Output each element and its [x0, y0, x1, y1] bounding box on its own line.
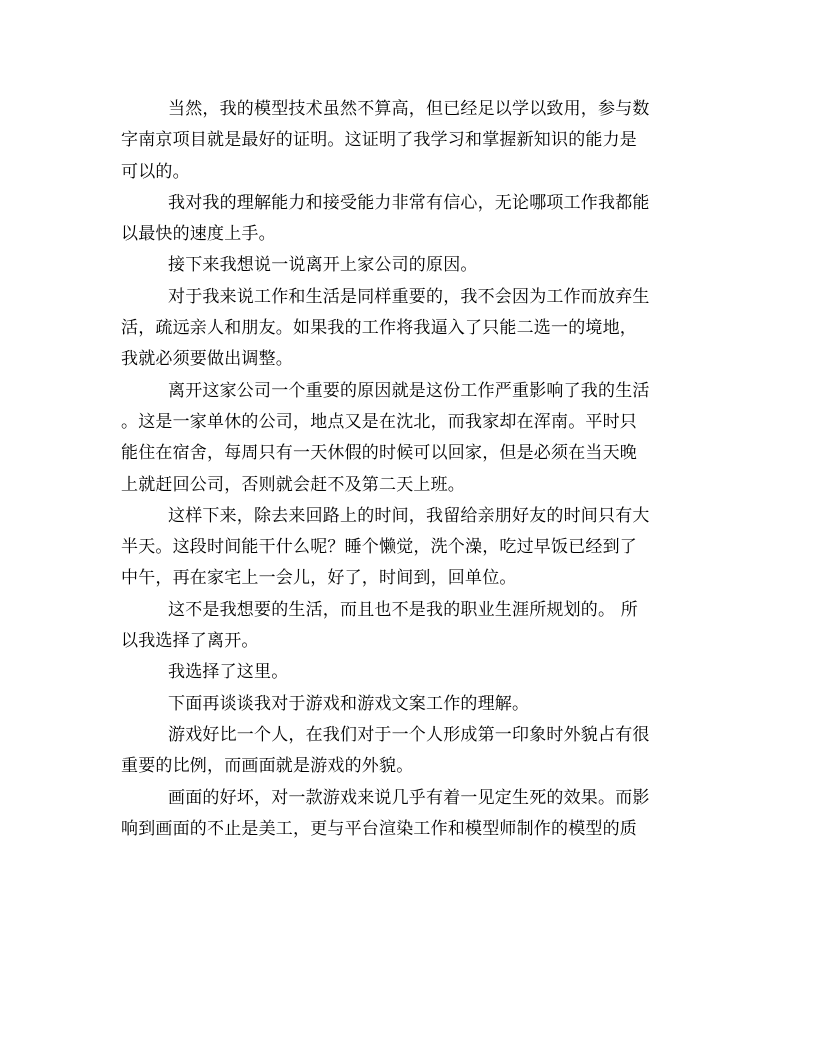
text-line: 这样下来，除去来回路上的时间，我留给亲朋好友的时间只有大 — [168, 505, 650, 526]
text-line: 重要的比例，而画面就是游戏的外貌。 — [121, 756, 414, 777]
text-line: 可以的。 — [121, 161, 190, 182]
text-line: 以我选择了离开。 — [121, 631, 259, 652]
text-line: 中午，再在家宅上一会儿，好了，时间到，回单位。 — [121, 568, 517, 589]
text-line: 游戏好比一个人，在我们对于一个人形成第一印象时外貌占有很 — [168, 724, 650, 745]
text-line: 活，疏远亲人和朋友。如果我的工作将我逼入了只能二选一的境地， — [121, 318, 637, 339]
text-line: 。这是一家单休的公司，地点又是在沈北，而我家却在浑南。平时只 — [121, 411, 637, 432]
text-line: 我选择了这里。 — [168, 662, 289, 683]
text-line: 上就赶回公司，否则就会赶不及第二天上班。 — [121, 474, 465, 495]
text-line: 对于我来说工作和生活是同样重要的，我不会因为工作而放弃生 — [168, 286, 650, 307]
text-line: 画面的好坏，对一款游戏来说几乎有着一见定生死的效果。而影 — [168, 787, 650, 808]
body-text — [121, 94, 695, 845]
text-line: 这不是我想要的生活，而且也不是我的职业生涯所规划的。 所 — [168, 599, 639, 620]
text-line: 半天。这段时间能干什么呢？睡个懒觉，洗个澡，吃过早饭已经到了 — [121, 537, 637, 558]
text-line: 我对我的理解能力和接受能力非常有信心，无论哪项工作我都能 — [168, 192, 650, 213]
text-line: 字南京项目就是最好的证明。这证明了我学习和掌握新知识的能力是 — [121, 130, 637, 151]
text-line: 响到画面的不止是美工，更与平台渲染工作和模型师制作的模型的质 — [121, 818, 637, 839]
text-line: 下面再谈谈我对于游戏和游戏文案工作的理解。 — [168, 693, 530, 714]
text-line: 接下来我想说一说离开上家公司的原因。 — [168, 255, 478, 276]
text-line: 我就必须要做出调整。 — [121, 349, 293, 370]
text-line: 离开这家公司一个重要的原因就是这份工作严重影响了我的生活 — [168, 380, 650, 401]
text-line: 以最快的速度上手。 — [121, 224, 276, 245]
text-line: 当然，我的模型技术虽然不算高，但已经足以学以致用，参与数 — [168, 99, 650, 119]
text-line: 能住在宿舍，每周只有一天休假的时候可以回家，但是必须在当天晚 — [121, 443, 637, 464]
